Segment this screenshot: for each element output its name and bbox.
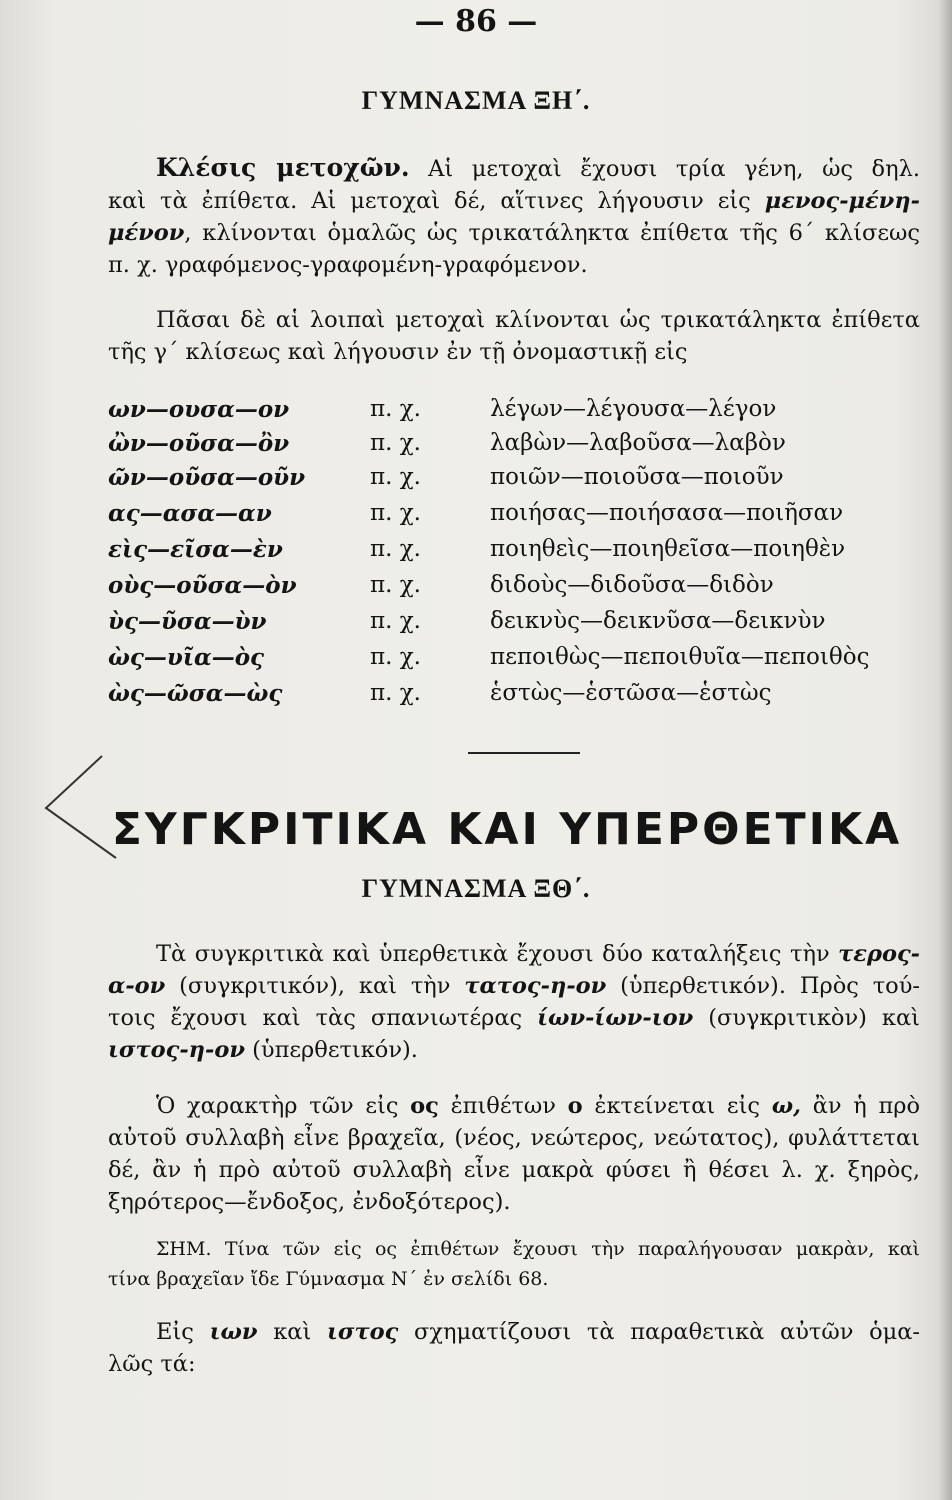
table-row xyxy=(108,680,888,714)
participle-declension-paragraph xyxy=(108,152,920,281)
px-cell: π. χ. xyxy=(370,536,421,562)
px-cell: π. χ. xyxy=(370,680,421,706)
s2p2-line-4: ξηρότερος—ἔνδοξος, ἐνδοξότερος). xyxy=(108,1189,511,1215)
para2-line-1: Πᾶσαι δὲ αἱ λοιπαὶ μετοχαὶ κλίνονται ὡς τρικατάληκτα ἐπίθετα xyxy=(156,307,920,333)
ending-cell: ων—ουσα—ον xyxy=(108,396,290,423)
px-cell: π. χ. xyxy=(370,500,421,526)
s2p2-line-1: Ὁ χαρακτὴρ τῶν εἰς ος ἐπιθέτων ο ἐκτείνεται εἰς ω, ἂν ἡ πρὸ xyxy=(156,1093,921,1119)
section-title: ΣΥΓΚΡΙΤΙΚΑ ΚΑΙ ΥΠΕΡΘΕΤΙΚΑ xyxy=(111,804,903,855)
exercise-heading-69: ΓΥΜΝΑΣΜΑ ΞΘ΄. xyxy=(361,874,591,903)
note-line-2: τίνα βραχεῖαν ἴδε Γύμνασμα Ν΄ ἐν σελίδι 68. xyxy=(108,1268,549,1290)
para2-line-2: τῆς γ΄ κλίσεως καὶ λήγουσιν ἐν τῇ ὀνομαστικῇ εἰς xyxy=(108,339,688,365)
ending-highlight: μενος-μένη- xyxy=(764,188,920,214)
s2p2-line-2: αὐτοῦ συλλαβὴ εἶνε βραχεῖα, (νέος, νεώτερος, νεώτατος), φυλάττεται xyxy=(108,1125,920,1151)
px-cell: π. χ. xyxy=(370,430,421,456)
example-cell: πεποιθὼς—πεποιθυῖα—πεποιθὸς xyxy=(490,644,870,670)
character-rule-paragraph xyxy=(108,1090,920,1218)
ending-cell: ὢν—οῦσα—ὂν xyxy=(108,430,290,457)
example-cell: δεικνὺς—δεικνῦσα—δεικνὺν xyxy=(490,608,826,634)
table-row xyxy=(108,500,888,534)
paragraph-lead: Κλέσις μετοχῶν. xyxy=(156,153,410,182)
para1-line-4: π. χ. γραφόμενος-γραφομένη-γραφόμενον. xyxy=(108,252,588,278)
example-cell: λέγων—λέγουσα—λέγον xyxy=(490,396,777,422)
page-edge-shadow xyxy=(938,0,952,1500)
ending-cell: ῶν—οῦσα—οῦν xyxy=(108,464,306,491)
example-cell: ἑστὼς—ἑστῶσα—ἑστὼς xyxy=(490,680,772,706)
example-cell: ποιήσας—ποιήσασα—ποιῆσαν xyxy=(490,500,844,526)
table-row xyxy=(108,536,888,570)
s2p1-line-2: α-ον (συγκριτικόν), καὶ τὴν τατος-η-ον (ὑπερθετικόν). Πρὸς τού- xyxy=(108,973,920,999)
ending-highlight: τερος- xyxy=(838,941,920,967)
ending-cell: ας—ασα—αν xyxy=(108,500,272,527)
comparatives-paragraph xyxy=(108,938,920,1066)
ending-highlight: μένον xyxy=(108,220,185,246)
note-block xyxy=(108,1234,920,1294)
ending-cell: ὼς—υῖα—ὸς xyxy=(108,644,265,671)
table-row xyxy=(108,396,888,430)
ending-cell: εὶς—εῖσα—ὲν xyxy=(108,536,283,563)
table-row xyxy=(108,608,888,642)
example-cell: ποιηθεὶς—ποιηθεῖσα—ποιηθὲν xyxy=(490,536,846,562)
ending-highlight: ίων-ίων-ιον xyxy=(537,1005,694,1031)
example-cell: διδοὺς—διδοῦσα—διδὸν xyxy=(490,572,774,598)
exercise-heading-68: ΓΥΜΝΑΣΜΑ ΞΗ΄. xyxy=(361,86,591,115)
s2p3-line-2: λῶς τά: xyxy=(108,1351,196,1377)
px-cell: π. χ. xyxy=(370,572,421,598)
s2p1-line-4: ιστος-η-ον (ὑπερθετικόν). xyxy=(108,1037,418,1063)
section-divider xyxy=(468,752,580,754)
s2p3-line-1: Εἰς ιων καὶ ιστος σχηματίζουσι τὰ παραθετικὰ αὐτῶν ὁμα- xyxy=(156,1319,921,1345)
px-cell: π. χ. xyxy=(370,608,421,634)
ending-cell: οὺς—οῦσα—ὸν xyxy=(108,572,297,599)
ending-highlight: α-ον xyxy=(108,973,166,999)
s2p1-line-3: τοις ἔχουσι καὶ τὰς σπανιωτέρας ίων-ίων-ιον (συγκριτικὸν) καὶ xyxy=(108,1005,920,1031)
page-number: — 86 — xyxy=(414,4,538,39)
table-row xyxy=(108,430,888,464)
ending-highlight: ιστος-η-ον xyxy=(108,1037,245,1063)
table-row xyxy=(108,572,888,606)
ending-cell: ὼς—ῶσα—ὼς xyxy=(108,680,283,707)
px-cell: π. χ. xyxy=(370,396,421,422)
px-cell: π. χ. xyxy=(370,464,421,490)
ending-cell: ὺς—ῦσα—ὺν xyxy=(108,608,267,635)
s2p2-line-3: δέ, ἂν ἡ πρὸ αὐτοῦ συλλαβὴ εἶνε μακρὰ φύσει ἢ θέσει λ. χ. ξηρὸς, xyxy=(108,1157,920,1183)
px-cell: π. χ. xyxy=(370,644,421,670)
ending-highlight: τατος-η-ον xyxy=(464,973,607,999)
example-cell: λαβὼν—λαβοῦσα—λαβὸν xyxy=(490,430,786,456)
note-line-1: ΣΗΜ. Τίνα τῶν εἰς ος ἐπιθέτων ἔχουσι τὴν παραλήγουσαν μακρὰν, καὶ xyxy=(156,1238,920,1260)
para1-line-1: Κλέσις μετοχῶν. Αἱ μετοχαὶ ἔχουσι τρία γένη, ὡς δηλ. xyxy=(156,153,920,182)
s2p1-line-1: Τὰ συγκριτικὰ καὶ ὑπερθετικὰ ἔχουσι δύο καταλήξεις τὴν τερος- xyxy=(156,941,920,967)
remaining-participles-paragraph xyxy=(108,304,920,368)
example-cell: ποιῶν—ποιοῦσα—ποιοῦν xyxy=(490,464,784,490)
table-row xyxy=(108,644,888,678)
formation-paragraph xyxy=(108,1316,920,1380)
para1-line-2: καὶ τὰ ἐπίθετα. Αἱ μετοχαὶ δέ, αἵτινες λήγουσιν εἰς μενος-μένη- xyxy=(108,188,920,214)
table-row xyxy=(108,464,888,498)
para1-line-3: μένον, κλίνονται ὁμαλῶς ὡς τρικατάληκτα ἐπίθετα τῆς 6΄ κλίσεως xyxy=(108,220,920,246)
